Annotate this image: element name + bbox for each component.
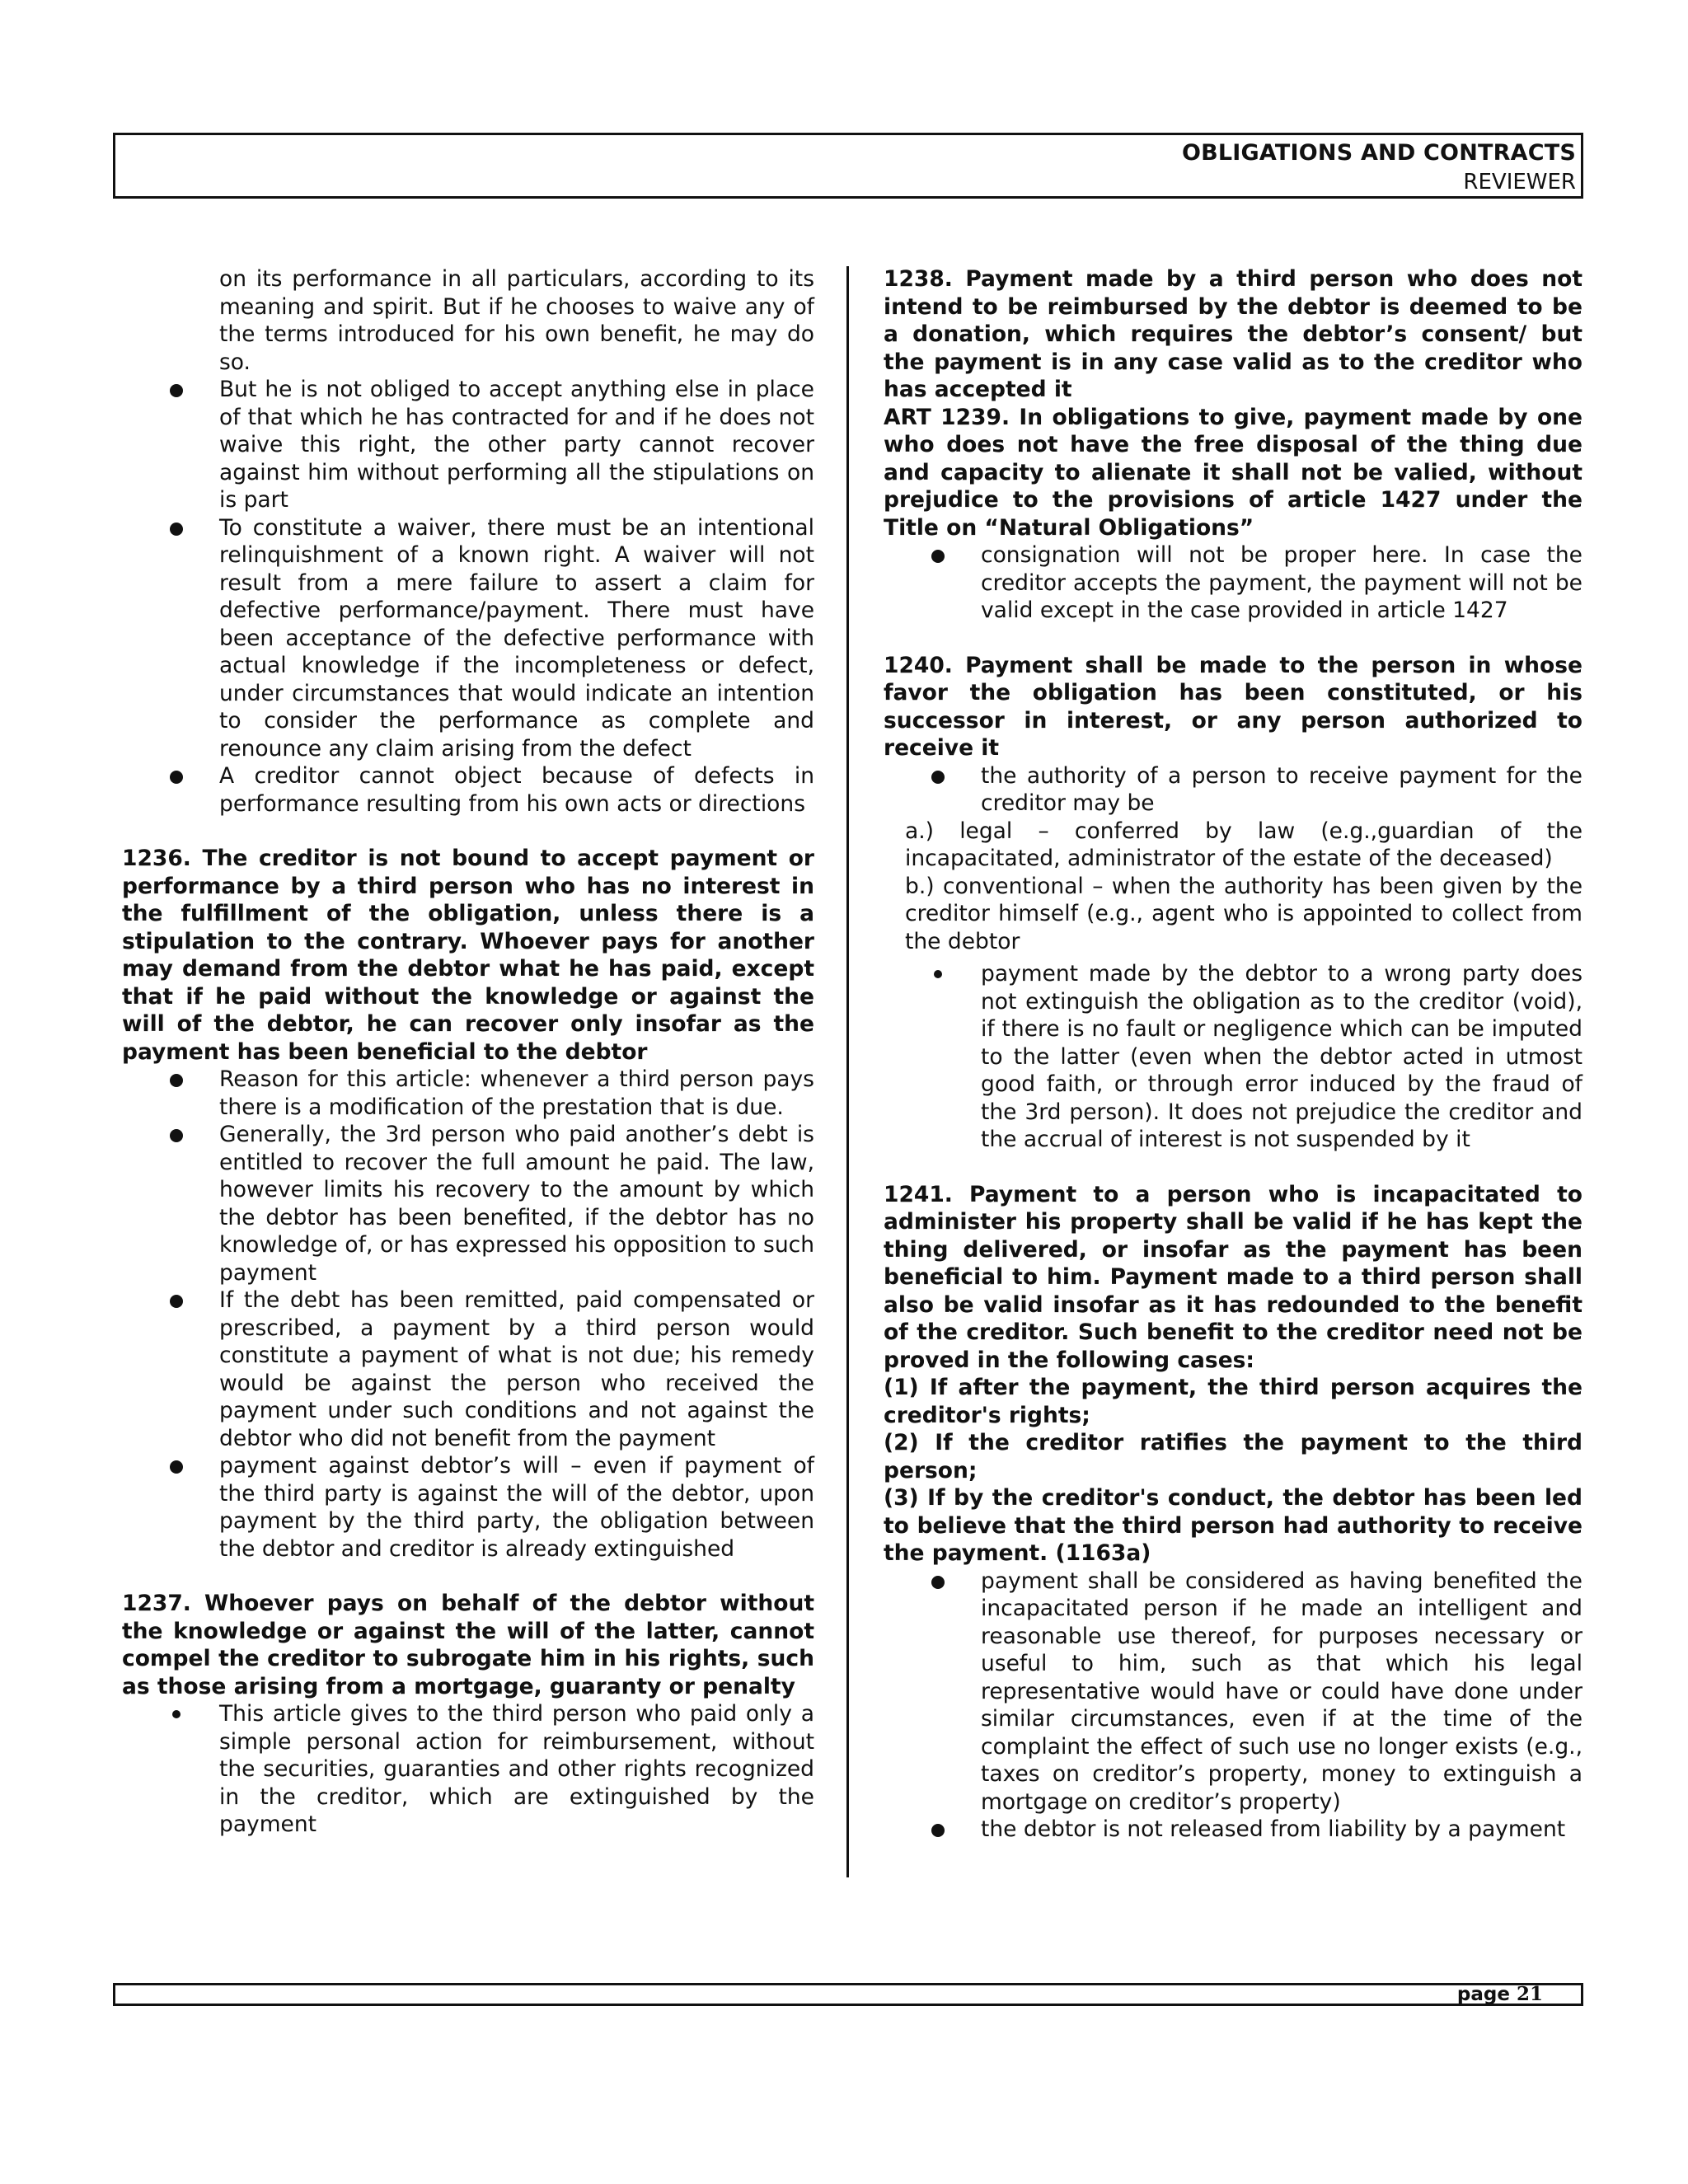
list-item: Generally, the 3rd person who paid another’s debt is entitled to recover the full amount he paid. The law, however limits his recovery to the amount by which the debtor has been benefited, if the debtor has no knowledge of, or has expressed his opposition to such payment <box>219 1122 814 1286</box>
page-footer <box>113 1983 1583 2006</box>
header-title: OBLIGATIONS AND CONTRACTS <box>1181 140 1576 166</box>
page-header <box>113 133 1583 199</box>
sub-item-a: a.) legal – conferred by law (e.g.,guardian of the incapacitated, administrator of the estate of the deceased) <box>905 818 1582 871</box>
list-item: This article gives to the third person who paid only a simple personal action for reimbursement, without the securities, guaranties and other rights recognized in the creditor, which are extinguished by the payment <box>219 1701 814 1837</box>
right-column <box>884 265 1582 1844</box>
article-1237: 1237. Whoever pays on behalf of the debtor without the knowledge or against the will of the latter, cannot compel the creditor to subrogate him in his rights, such as those arising from a mortgage, guaranty or penalty <box>122 1591 814 1699</box>
list-item: A creditor cannot object because of defects in performance resulting from his own acts or directions <box>219 763 814 817</box>
list-item: If the debt has been remitted, paid compensated or prescribed, a payment by a third person would constitute a payment of what is not due; his remedy would be against the person who received the payment under such conditions and not against the debtor who did not benefit from the payment <box>219 1287 814 1451</box>
article-1238: 1238. Payment made by a third person who does not intend to be reimbursed by the debtor is deemed to be a donation, which requires the debtor’s consent/ but the payment is in any case valid as to the creditor who has accepted it <box>884 266 1582 402</box>
article-1240: 1240. Payment shall be made to the person in whose favor the obligation has been constituted, or his successor in interest, or any person authorized to receive it <box>884 652 1582 761</box>
case-1: (1) If after the payment, the third person acquires the creditor's rights; <box>884 1375 1582 1428</box>
continuation-text: on its performance in all particulars, according to its meaning and spirit. But if he chooses to waive any of the terms introduced for his own benefit, he may do so. <box>219 266 814 375</box>
list-item: consignation will not be proper here. In case the creditor accepts the payment, the payment will not be valid except in the case provided in article 1427 <box>981 542 1582 623</box>
list-item: payment shall be considered as having benefited the incapacitated person if he made an intelligent and reasonable use thereof, for purposes necessary or useful to him, such as that which his legal representative would have or could have done under similar circumstances, even if at the time of the complaint the effect of such use no longer exists (e.g., taxes on creditor’s property, money to extinguish a mortgage on creditor’s property) <box>981 1568 1582 1815</box>
left-column <box>122 265 814 1839</box>
header-subtitle: REVIEWER <box>1463 170 1576 194</box>
article-1236: 1236. The creditor is not bound to accept payment or performance by a third person who has no interest in the fulfillment of the obligation, unless there is a stipulation to the contrary. Whoever pays for another may demand from the debtor what he has paid, except that if he paid without the knowledge or against the will of the debtor, he can recover only insofar as the payment has been beneficial to the debtor <box>122 846 814 1065</box>
list-item: But he is not obliged to accept anything else in place of that which he has contracted for and if he does not waive this right, the other party cannot recover against him without performing all the stipulations on is part <box>219 377 814 513</box>
list-item: To constitute a waiver, there must be an intentional relinquishment of a known right. A waiver will not result from a mere failure to assert a claim for defective performance/payment. There must have been acceptance of the defective performance with actual knowledge if the incompleteness or defect, under circumstances that would indicate an intention to consider the performance as complete and renounce any claim arising from the defect <box>219 514 814 762</box>
list-item: the debtor is not released from liability by a payment <box>981 1816 1566 1842</box>
case-2: (2) If the creditor ratifies the payment to the third person; <box>884 1430 1582 1483</box>
article-1239: ART 1239. In obligations to give, payment made by one who does not have the free disposal of the thing due and capacity to alienate it shall not be valied, without prejudice to the provisions of article 1427 under the Title on “Natural Obligations” <box>884 404 1582 541</box>
sub-item-b: b.) conventional – when the authority has been given by the creditor himself (e.g., agent who is appointed to collect from the debtor <box>905 873 1582 954</box>
list-item: Reason for this article: whenever a third person pays there is a modification of the prestation that is due. <box>219 1066 814 1120</box>
case-3: (3) If by the creditor's conduct, the debtor has been led to believe that the third person had authority to receive the payment. (1163a) <box>884 1485 1582 1566</box>
article-1241: 1241. Payment to a person who is incapacitated to administer his property shall be valid if he has kept the thing delivered, or insofar as the payment has been beneficial to him. Payment made to a third person shall also be valid insofar as it has redounded to the benefit of the creditor. Such benefit to the creditor need not be proved in the following cases: <box>884 1181 1582 1373</box>
column-divider <box>846 266 849 1877</box>
page-number: page 21 <box>1456 1983 1543 2005</box>
list-item: payment against debtor’s will – even if payment of the third party is against the will of the debtor, upon payment by the third party, the obligation between the debtor and creditor is already extinguished <box>219 1453 814 1562</box>
list-item: the authority of a person to receive payment for the creditor may be <box>981 762 1582 816</box>
list-item: payment made by the debtor to a wrong party does not extinguish the obligation as to the creditor (void), if there is no fault or negligence which can be imputed to the latter (even when the debtor acted in utmost good faith, or through error induced by the fraud of the 3rd person). It does not prejudice the creditor and the accrual of interest is not suspended by it <box>981 961 1582 1152</box>
